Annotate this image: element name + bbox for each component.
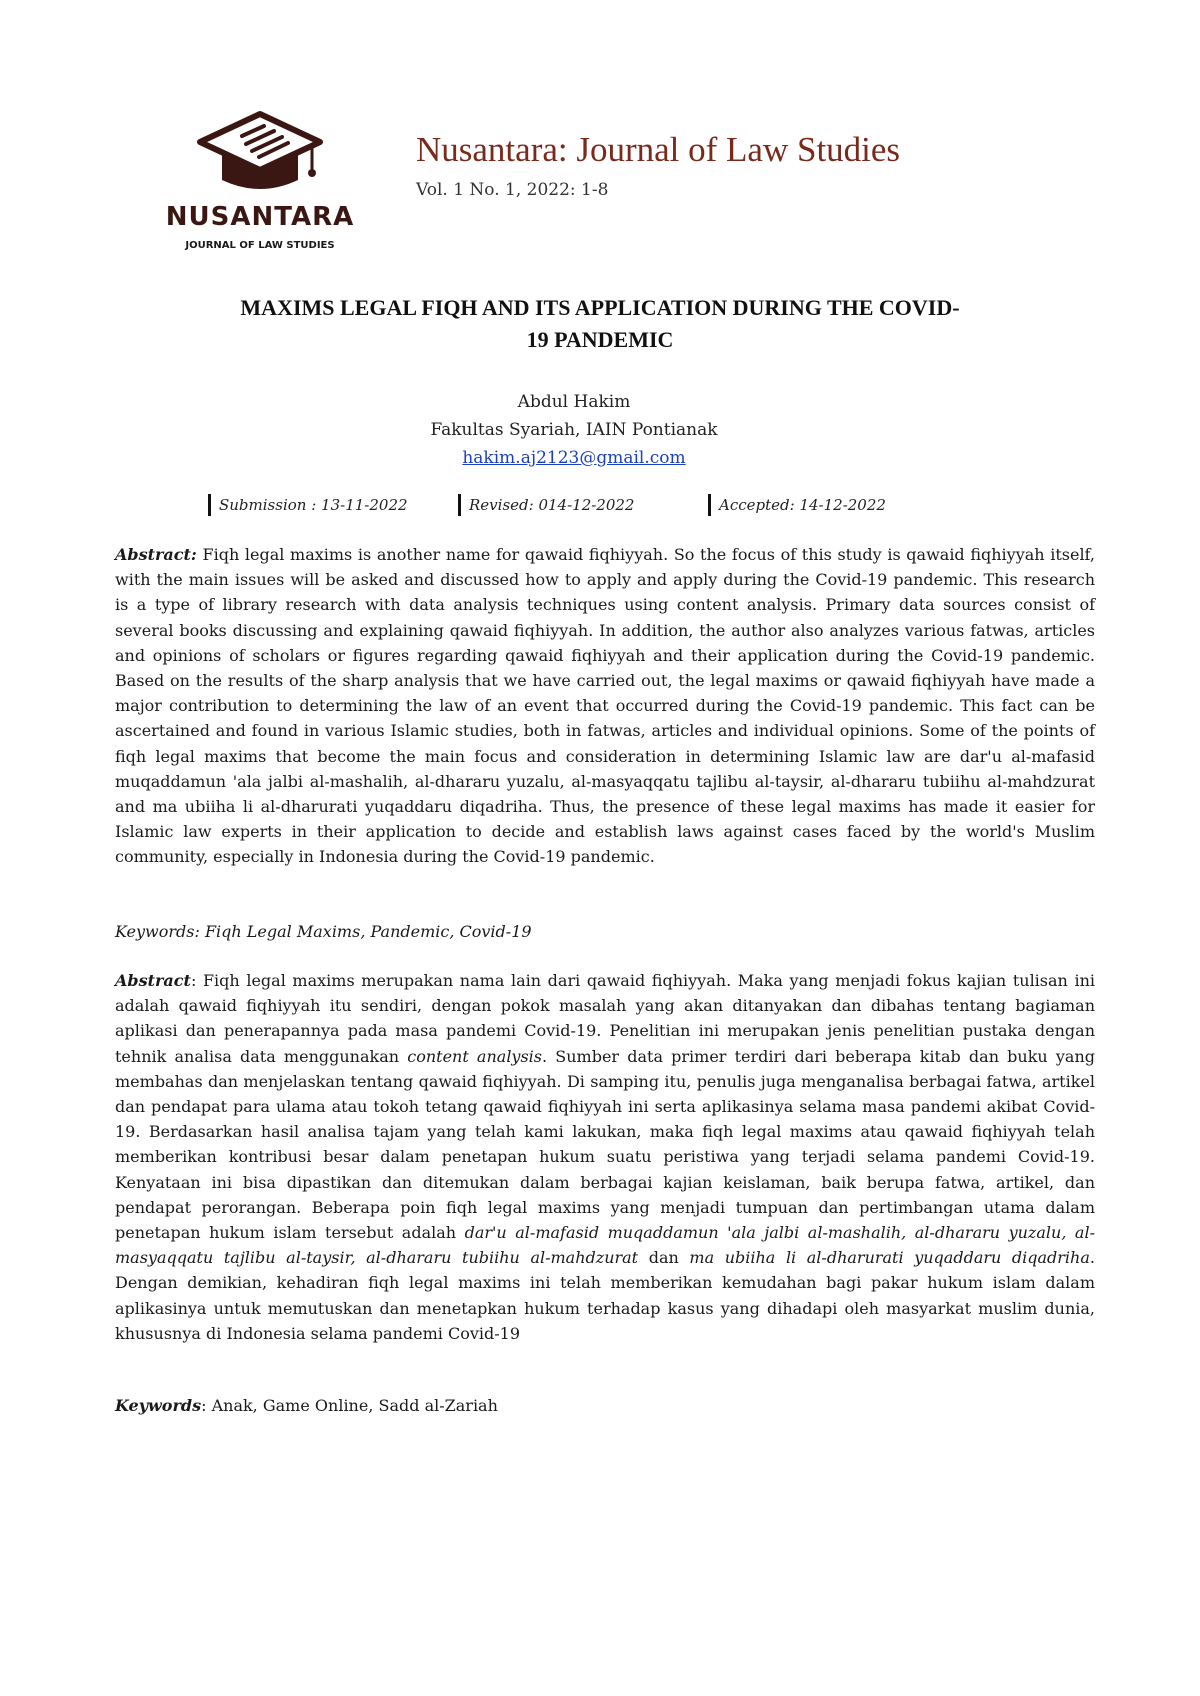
abstract-id-part-4: . Dengan demikian, kehadiran fiqh legal maxims ini telah memberikan kemudahan bagi pakar hukum islam dalam aplikasinya untuk memutuskan dan menetapkan hukum terhadap kasus yang dihadapi oleh masyarkat muslim dunia, khususnya di Indonesia selama pandemi Covid-19 (115, 1248, 1095, 1343)
journal-volume: Vol. 1 No. 1, 2022: 1-8 (416, 180, 609, 200)
abstract-id-part-2: . Sumber data primer terdiri dari beberapa kitab dan buku yang membahas dan menjelaskan tentang qawaid fiqhiyyah. Di samping itu, penulis juga menganalisa berbagai fatwa, artikel dan pendapat para ulama atau tokoh tetang qawaid fiqhiyyah ini serta aplikasinya selama masa pandemi akibat Covid-19. Berdasarkan hasil analisa tajam yang telah kami lakukan, maka fiqh legal maxims atau qawaid fiqhiyyah telah memberikan kontribusi besar dalam penetapan hukum suatu peristiwa yang terjadi selama pandemi Covid-19. Kenyataan ini bisa dipastikan dan ditemukan dalam berbagai kajian keislaman, baik berupa fatwa, artikel, dan pendapat perorangan. Beberapa poin fiqh legal maxims yang menjadi tumpuan dan pertimbangan utama dalam penetapan hukum islam tersebut adalah (115, 1046, 1095, 1243)
abstract-id-italic-1: content analysis (407, 1046, 543, 1066)
accepted-value: : 14-12-2022 (789, 496, 886, 514)
abstract-indonesian (115, 968, 1095, 1346)
revised-date (458, 494, 634, 516)
author-affiliation: Fakultas Syariah, IAIN Pontianak (430, 420, 718, 440)
revised-value: : 014-12-2022 (528, 496, 635, 514)
logo-subtitle: JOURNAL OF LAW STUDIES (185, 240, 335, 251)
journal-logo (160, 110, 360, 260)
keywords-indonesian (115, 1396, 1095, 1415)
submission-dates (0, 494, 1200, 520)
journal-header (0, 0, 1200, 270)
keywords-english: Keywords: Fiqh Legal Maxims, Pandemic, Covid-19 (115, 922, 532, 941)
keywords-id-label: Keywords (115, 1396, 202, 1415)
submission-label: Submission (219, 496, 307, 514)
abstract-id-italic-3: ma ubiiha li al-dharurati yuqaddaru diqadriha (689, 1248, 1090, 1268)
author-name: Abdul Hakim (517, 392, 631, 412)
abstract-en-label: Abstract: (115, 545, 197, 564)
paper-title (100, 292, 1100, 356)
submission-value: : 13-11-2022 (311, 496, 408, 514)
paper-title-line-1: MAXIMS LEGAL FIQH AND ITS APPLICATION DURING THE COVID- (240, 295, 960, 320)
revised-label: Revised (469, 496, 529, 514)
abstract-english (115, 542, 1095, 870)
abstract-id-part-3: dan (638, 1248, 690, 1268)
abstract-id-part-1: Fiqh legal maxims merupakan nama lain dari qawaid fiqhiyyah. Maka yang menjadi fokus kajian tulisan ini adalah qawaid fiqhiyyah itu sendiri, dengan pokok masalah yang akan ditanyakan dan dibahas tentang bagiaman aplikasi dan penerapannya pada masa pandemi Covid-19. Penelitian ini merupakan jenis penelitian pustaka dengan tehnik analisa data menggunakan (115, 971, 1096, 1066)
keywords-id-text: : Anak, Game Online, Sadd al-Zariah (201, 1396, 498, 1415)
accepted-label: Accepted (719, 496, 790, 514)
graduation-cap-icon (160, 110, 360, 202)
abstract-en-text: Fiqh legal maxims is another name for qawaid fiqhiyyah. So the focus of this study is qawaid fiqhiyyah itself, with the main issues will be asked and discussed how to apply and apply during the Covid-19 pandemic. This research is a type of library research with data analysis techniques using content analysis. Primary data sources consist of several books discussing and explaining qawaid fiqhiyyah. In addition, the author also analyzes various fatwas, articles and opinions of scholars or figures regarding qawaid fiqhiyyah and their application during the Covid-19 pandemic. Based on the results of the sharp analysis that we have carried out, the legal maxims or qawaid fiqhiyyah have made a major contribution to determining the law of an event that occurred during the Covid-19 pandemic. This fact can be ascertained and found in various Islamic studies, both in fatwas, articles and individual opinions. Some of the points of fiqh legal maxims that become the main focus and consideration in determining Islamic law are dar'u al-mafasid muqaddamun 'ala jalbi al-mashalih, al-dhararu yuzalu, al-masyaqqatu tajlibu al-taysir, al-dhararu tubiihu al-mahdzurat and ma ubiiha li al-dharurati yuqaddaru diqadriha. Thus, the presence of these legal maxims has made it easier for Islamic law experts in their application to decide and establish laws against cases faced by the world's Muslim community, especially in Indonesia during the Covid-19 pandemic. (115, 545, 1095, 867)
author-email-link[interactable]: hakim.aj2123@gmail.com (462, 448, 686, 468)
journal-title: Nusantara: Journal of Law Studies (416, 130, 901, 169)
abstract-id-italic-2: dar'u al-mafasid muqaddamun 'ala jalbi al-mashalih, al-dhararu yuzalu, al-masyaqqatu tajlibu al-taysir, al-dhararu tubiihu al-mahdzurat (115, 1223, 1095, 1268)
paper-title-line-2: 19 PANDEMIC (526, 327, 674, 352)
author-block (0, 388, 1148, 472)
abstract-id-colon: : (190, 971, 203, 990)
submission-date (208, 494, 408, 516)
accepted-date (708, 494, 886, 516)
abstract-id-label: Abstract (115, 971, 191, 990)
logo-brand-text: NUSANTARA (165, 202, 355, 232)
